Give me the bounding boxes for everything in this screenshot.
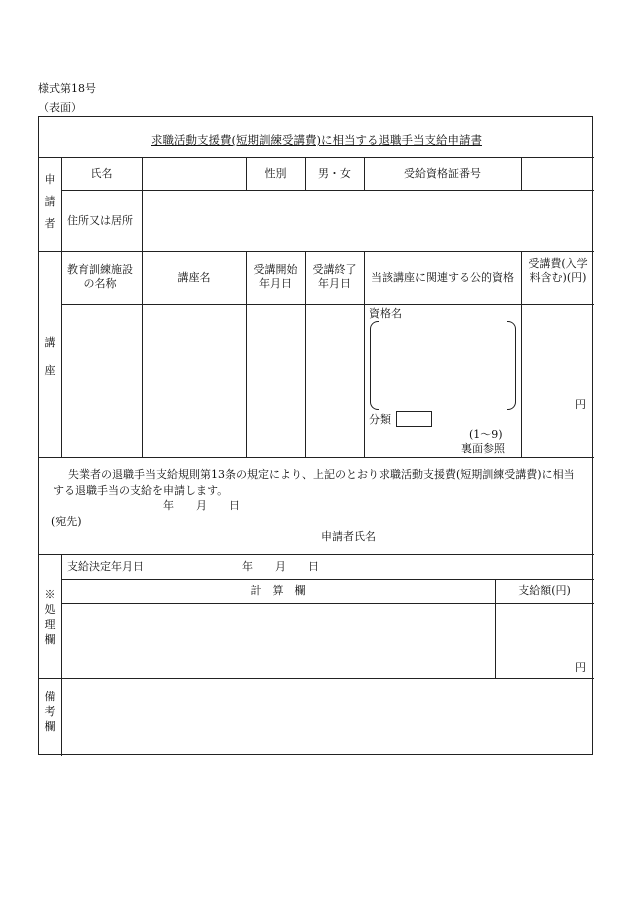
- col-facility: 教育訓練施設の名称: [67, 263, 133, 290]
- remarks-section-label: 備考欄: [44, 690, 56, 733]
- addressee: (宛先): [51, 515, 82, 528]
- amount-label: 支給額(円): [518, 584, 571, 597]
- application-form: [38, 116, 593, 755]
- col-start: 受講開始年月日: [253, 263, 298, 290]
- calc-label: 計 算 欄: [250, 584, 306, 597]
- address-label: 住所又は居所: [67, 214, 133, 227]
- declaration-text: 失業者の退職手当支給規則第13条の規定により、上記のとおり求職活動支援費(短期訓練受講費)に相当する退職手当の支給を申請します。: [53, 468, 575, 497]
- col-course: 講座名: [177, 271, 211, 284]
- col-qualification: 当該講座に関連する公的資格: [371, 271, 514, 284]
- sex-options: 男・女: [318, 167, 351, 180]
- col-end: 受講終了年月日: [312, 263, 357, 290]
- name-label: 氏名: [90, 167, 113, 180]
- qualification-name-label: 資格名: [369, 307, 402, 320]
- form-side: （表面）: [38, 101, 82, 114]
- fee-yen: 円: [575, 398, 586, 411]
- decision-date: 年 月 日: [242, 560, 319, 573]
- col-fee: 受講費(入学料含む)(円): [528, 257, 588, 284]
- sex-label: 性別: [264, 167, 287, 180]
- decision-date-label: 支給決定年月日: [67, 560, 144, 573]
- course-section-label: 講座: [44, 336, 56, 377]
- form-title: 求職活動支援費(短期訓練受講費)に相当する退職手当支給申請書: [151, 133, 482, 147]
- applicant-name-label: 申請者氏名: [321, 530, 376, 543]
- applicant-section-label: 申請者: [44, 173, 56, 230]
- see-back: 裏面参照: [461, 442, 505, 455]
- amount-yen: 円: [575, 661, 586, 674]
- category-label: 分類: [369, 413, 391, 426]
- form-number: 様式第18号: [38, 82, 96, 95]
- cert-number-label: 受給資格証番号: [404, 167, 481, 180]
- category-range: (1～9): [469, 428, 503, 441]
- processing-section-label: ※処理欄: [44, 588, 56, 646]
- declaration-date: 年 月 日: [163, 499, 240, 512]
- category-input-box[interactable]: [396, 411, 432, 427]
